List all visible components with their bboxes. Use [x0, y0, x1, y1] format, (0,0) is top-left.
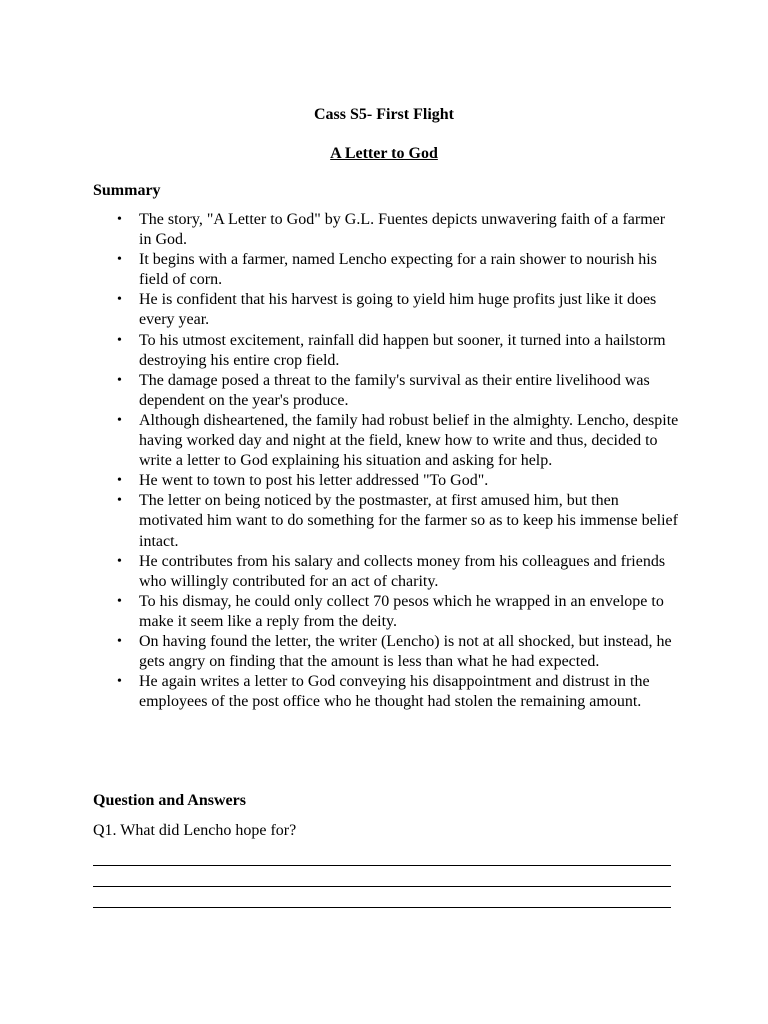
bullet-icon: • [117, 332, 122, 348]
summary-item-text: The story, "A Letter to God" by G.L. Fuentes depicts unwavering faith of a farmer in God. [139, 211, 666, 249]
summary-item-text: On having found the letter, the writer (Lencho) is not at all shocked, but instead, he gets angry on finding that the amount is less than what he had expected. [139, 632, 672, 671]
summary-item-text: He is confident that his harvest is going to yield him huge profits just like it does every year. [139, 291, 657, 329]
bullet-icon: • [117, 633, 122, 649]
summary-heading: Summary [93, 182, 161, 199]
bullet-icon: • [117, 372, 122, 388]
answer-line [93, 907, 671, 908]
summary-item [0, 471, 768, 491]
summary-item [0, 331, 768, 371]
summary-item [0, 371, 768, 411]
bullet-icon: • [117, 212, 122, 227]
bullet-icon: • [117, 252, 122, 268]
summary-item [0, 210, 768, 250]
summary-item-text: The damage posed a threat to the family's survival as their entire livelihood was dependent on the year's produce. [139, 371, 650, 409]
answer-line [93, 865, 671, 866]
bullet-icon: • [117, 593, 122, 609]
summary-item [0, 411, 768, 471]
summary-item [0, 672, 768, 712]
bullet-icon: • [117, 493, 122, 509]
class-title: Cass S5- First Flight [314, 106, 454, 123]
qa-heading: Question and Answers [93, 792, 246, 809]
bullet-icon: • [117, 473, 122, 489]
summary-item-text: He again writes a letter to God conveying his disappointment and distrust in the employees of the post office who he thought had stolen the remaining amount. [139, 673, 650, 711]
summary-item [0, 250, 768, 290]
answer-line [93, 886, 671, 887]
bullet-icon: • [117, 292, 122, 308]
bullet-icon: • [117, 674, 122, 690]
summary-item [0, 592, 768, 632]
summary-item-text: Although disheartened, the family had robust belief in the almighty. Lencho, despite having worked day and night at the field, knew how to write and thus, decided to write a letter to God explaining his situation and asking for help. [139, 411, 679, 470]
summary-item [0, 632, 768, 672]
summary-item-text: He went to town to post his letter addressed "To God". [139, 472, 489, 490]
summary-item [0, 552, 768, 592]
summary-list [0, 210, 768, 712]
summary-item-text: To his utmost excitement, rainfall did happen but sooner, it turned into a hailstorm destroying his entire crop field. [139, 331, 666, 369]
summary-item-text: To his dismay, he could only collect 70 pesos which he wrapped in an envelope to make it seem like a reply from the deity. [139, 592, 664, 630]
summary-item [0, 290, 768, 330]
summary-item [0, 491, 768, 551]
summary-item-text: He contributes from his salary and collects money from his colleagues and friends who willingly contributed for an act of charity. [139, 552, 666, 590]
bullet-icon: • [117, 412, 122, 428]
bullet-icon: • [117, 553, 122, 569]
summary-item-text: It begins with a farmer, named Lencho expecting for a rain shower to nourish his field of corn. [139, 251, 657, 289]
document-title: A Letter to God [330, 145, 438, 162]
summary-item-text: The letter on being noticed by the postmaster, at first amused him, but then motivated him want to do something for the farmer so as to keep his immense belief intact. [139, 492, 678, 550]
question-1: Q1. What did Lencho hope for? [93, 822, 297, 839]
